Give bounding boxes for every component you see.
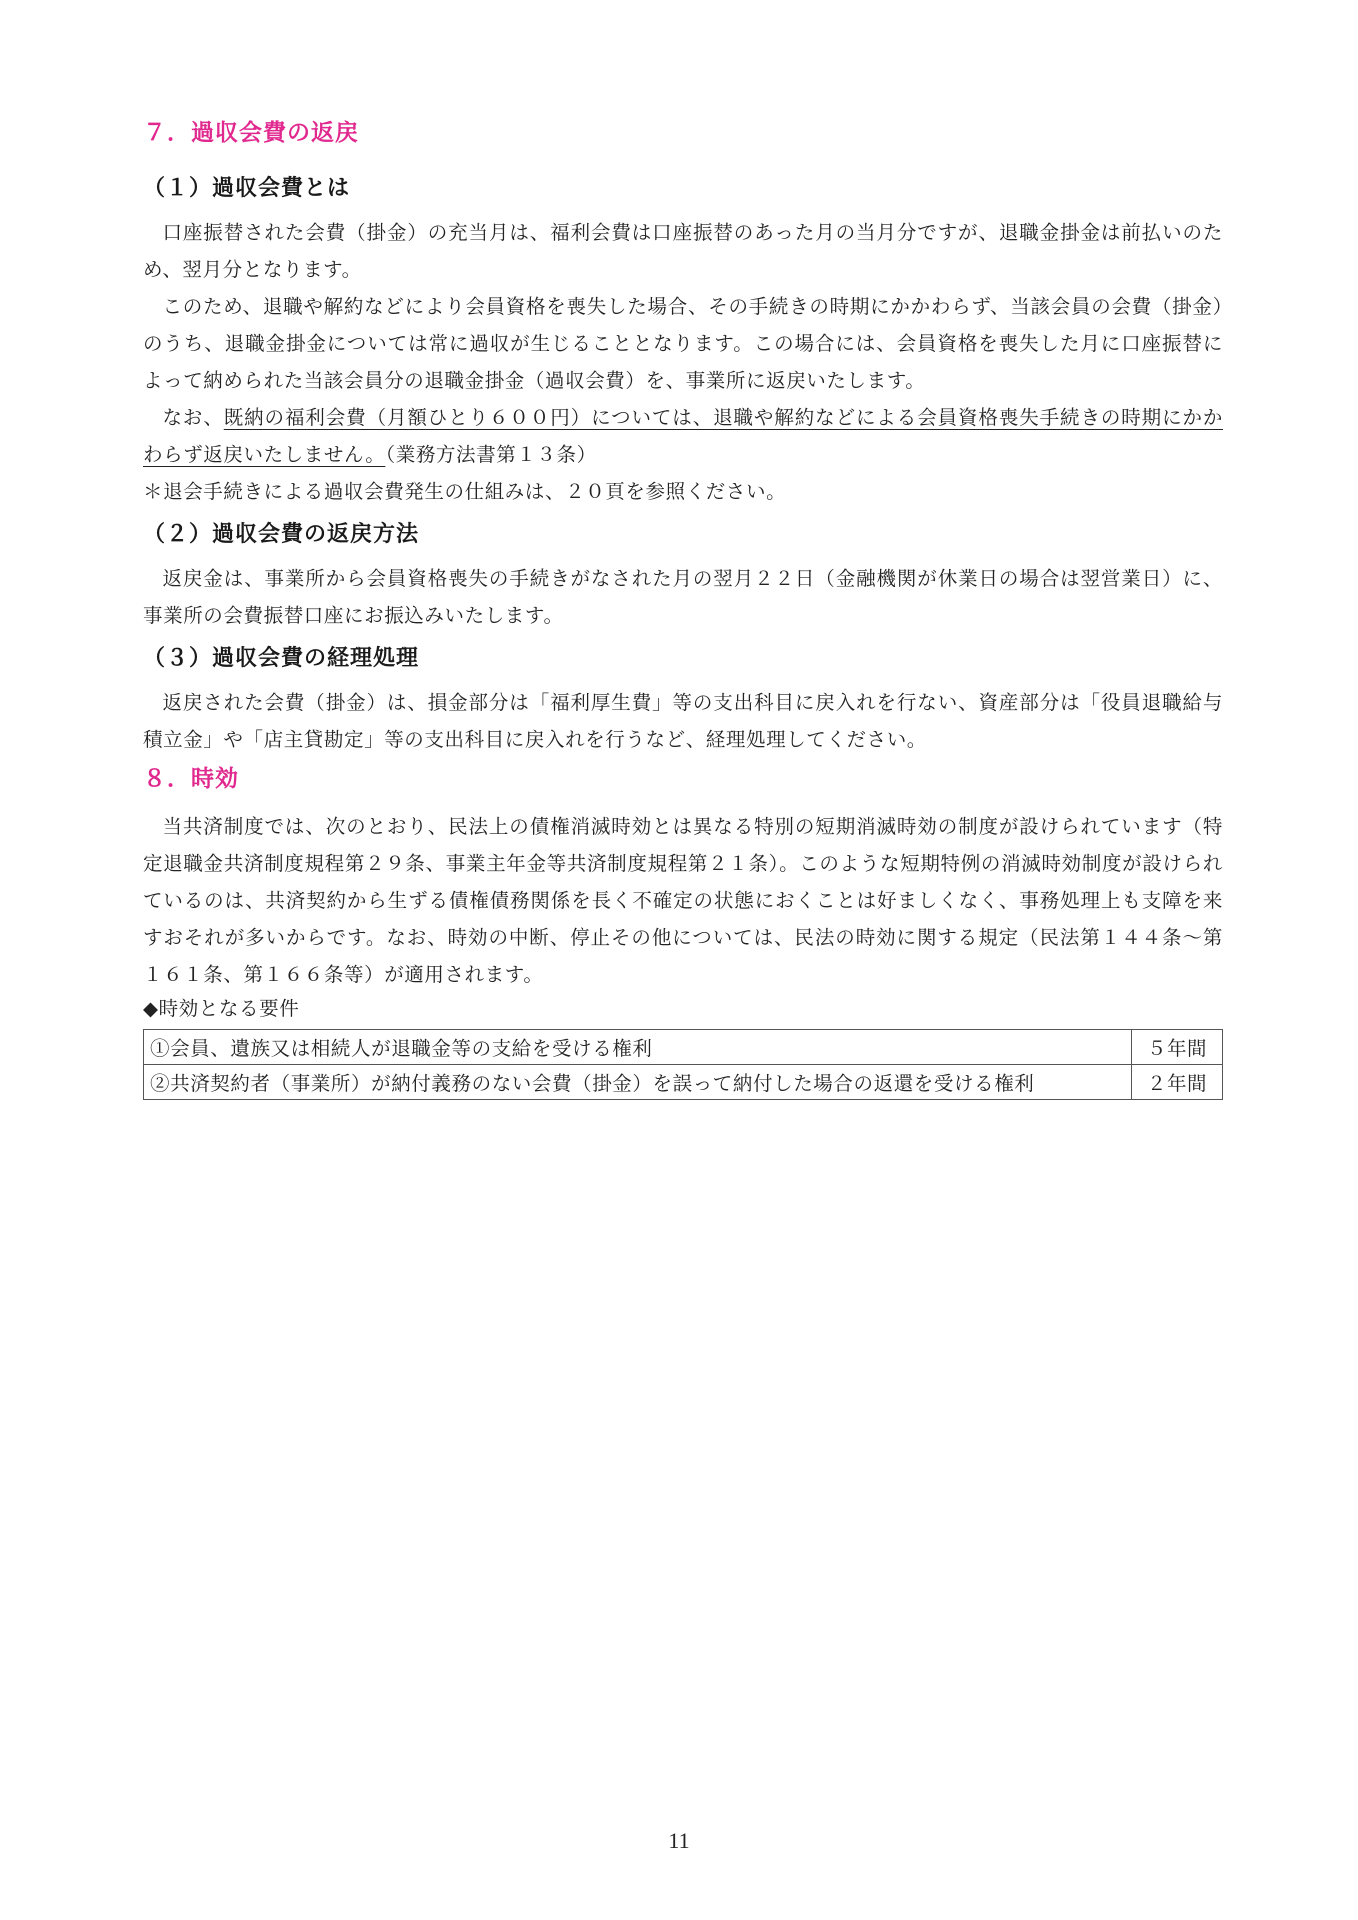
paragraph-3-underlined-text: 既納の福利会費（月額ひとり６００円）については、退職や解約などによる会員資格喪失手続きの時期にかかわらず返戻いたしません。	[143, 406, 1223, 466]
table-row	[144, 1065, 1223, 1100]
subsection-3-heading: （３）過収会費の経理処理	[143, 646, 420, 671]
requirement-period: ５年間	[1132, 1030, 1223, 1065]
requirement-period: ２年間	[1132, 1065, 1223, 1100]
subsection-1-note: ＊退会手続きによる過収会費発生の仕組みは、２０頁を参照ください。	[143, 480, 787, 503]
page-number: 11	[668, 1828, 690, 1853]
subsection-1-paragraph-2: このため、退職や解約などにより会員資格を喪失した場合、その手続きの時期にかかわらず、当該会員の会費（掛金）のうち、退職金掛金については常に過収が生じることとなります。この場合には、会員資格を喪失した月に口座振替によって納められた当該会員分の退職金掛金（過収会費）を、事業所に返戻いたします。	[143, 295, 1223, 392]
requirements-table	[143, 1029, 1223, 1100]
subsection-1-paragraph-3	[143, 399, 1223, 473]
paragraph-3-suffix: （業務方法書第１３条）	[385, 443, 597, 466]
subsection-1-paragraph-1: 口座振替された会費（掛金）の充当月は、福利会費は口座振替のあった月の当月分ですが、退職金掛金は前払いのため、翌月分となります。	[143, 221, 1223, 281]
section-8-heading: ８．時効	[143, 766, 239, 792]
table-row	[144, 1030, 1223, 1065]
requirement-item: ②共済契約者（事業所）が納付義務のない会費（掛金）を誤って納付した場合の返還を受ける権利	[144, 1065, 1132, 1100]
requirements-label: ◆時効となる要件	[143, 997, 300, 1020]
subsection-2-paragraph: 返戻金は、事業所から会員資格喪失の手続きがなされた月の翌月２２日（金融機関が休業日の場合は翌営業日）に、事業所の会費振替口座にお振込みいたします。	[143, 567, 1223, 627]
section-8-paragraph: 当共済制度では、次のとおり、民法上の債権消滅時効とは異なる特別の短期消滅時効の制度が設けられています（特定退職金共済制度規程第２９条、事業主年金等共済制度規程第２１条）。このような短期特例の消滅時効制度が設けられているのは、共済契約から生ずる債権債務関係を長く不確定の状態におくことは好ましくなく、事務処理上も支障を来すおそれが多いからです。なお、時効の中断、停止その他については、民法の時効に関する規定（民法第１４４条～第１６１条、第１６６条等）が適用されます。	[143, 815, 1223, 986]
requirement-item: ①会員、遺族又は相続人が退職金等の支給を受ける権利	[144, 1030, 1132, 1065]
subsection-2-heading: （２）過収会費の返戻方法	[143, 522, 420, 547]
subsection-1-heading: （１）過収会費とは	[143, 176, 351, 201]
subsection-3-paragraph: 返戻された会費（掛金）は、損金部分は「福利厚生費」等の支出科目に戻入れを行ない、資産部分は「役員退職給与積立金」や「店主貸勘定」等の支出科目に戻入れを行うなど、経理処理してください。	[143, 691, 1223, 751]
section-7-heading: ７．過収会費の返戻	[143, 120, 359, 146]
paragraph-3-prefix: なお、	[162, 406, 224, 429]
document-page	[143, 118, 1223, 1100]
